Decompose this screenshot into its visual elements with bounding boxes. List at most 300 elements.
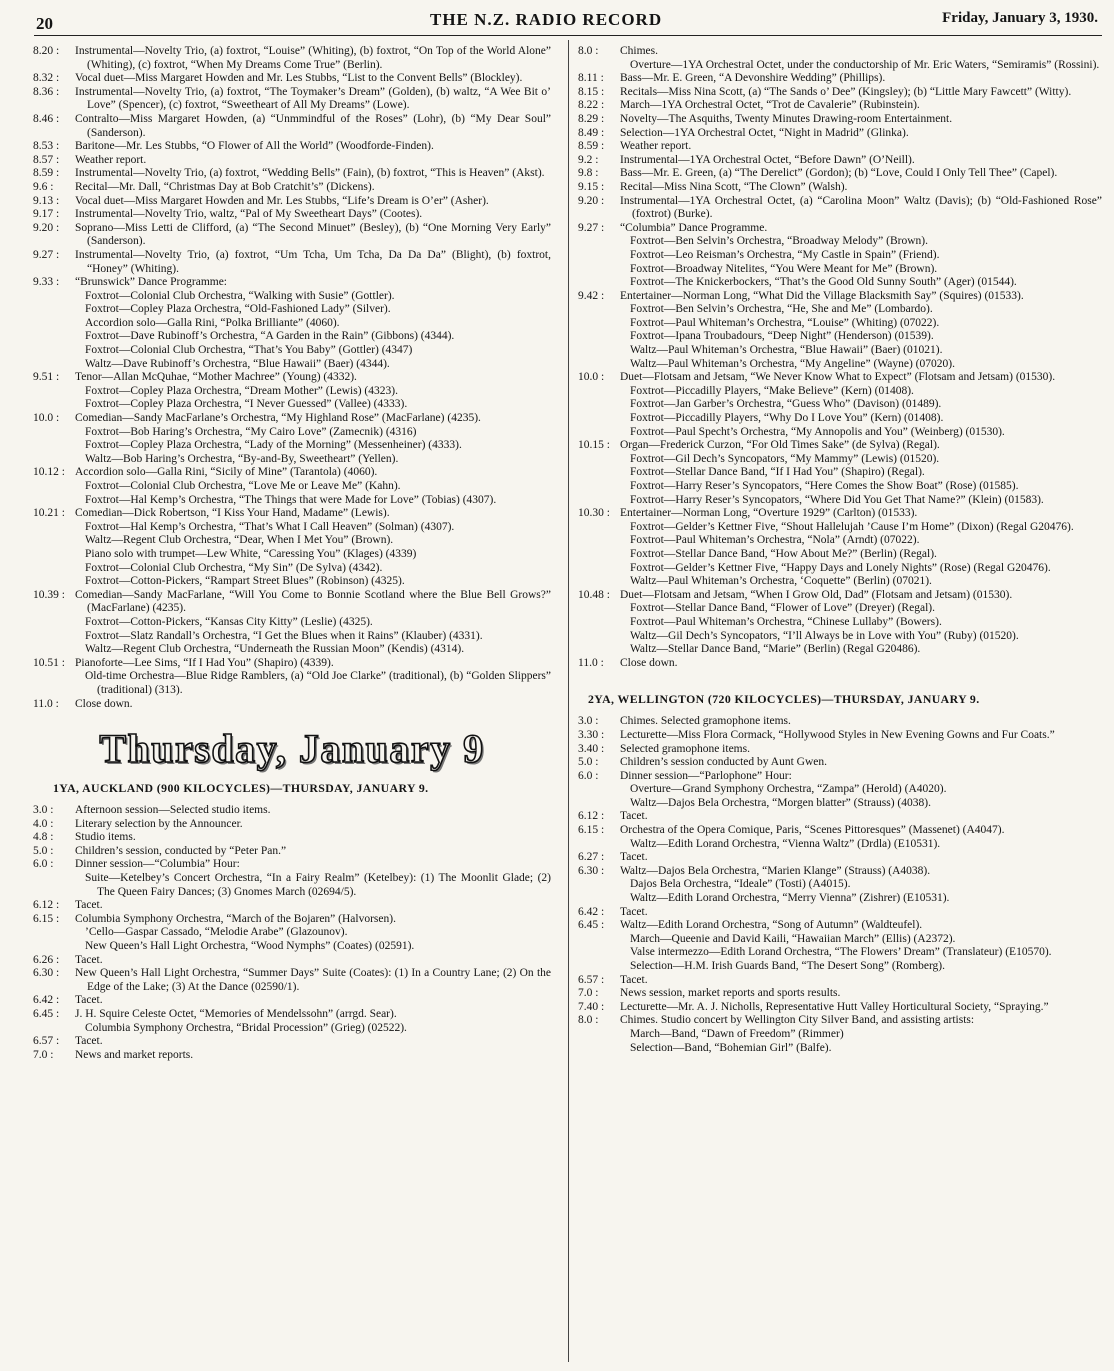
entry-text: Foxtrot—Stellar Dance Band, “How About Me?” (Berlin) (Regal). [630,547,937,560]
entry-text: Waltz—Bob Haring’s Orchestra, “By-and-By, Sweetheart” (Yellen). [85,452,399,465]
program-entry [33,371,551,385]
program-entry [578,154,1102,168]
entry-text: Selected gramophone items. [620,742,750,755]
entry-text: Old-time Orchestra—Blue Ridge Ramblers, (a) “Old Joe Clarke” (traditional), (b) “Golden Slippers” (traditional) (313). [85,670,551,696]
entry-text: Children’s session, conducted by “Peter Pan.” [75,844,287,857]
program-entry [33,1008,551,1022]
program-entry [33,480,551,494]
entry-text: Foxtrot—Copley Plaza Orchestra, “Old-Fashioned Lady” (Silver). [85,303,391,316]
entry-text: Novelty—The Asquiths, Twenty Minutes Drawing-room Entertainment. [620,112,953,125]
entry-text: Foxtrot—Ben Selvin’s Orchestra, “Broadway Melody” (Brown). [630,235,928,248]
issue-date: Friday, January 3, 1930. [942,10,1098,26]
program-entry [578,72,1102,86]
program-entry [578,113,1102,127]
program-entry [33,303,551,317]
entry-text: Waltz—Paul Whiteman’s Orchestra, “My Angeline” (Wayne) (07020). [630,357,955,370]
entry-text: Foxtrot—Piccadilly Players, “Make Believe” (Kern) (01408). [630,384,914,397]
program-entry [33,113,551,140]
entry-text: Instrumental—1YA Orchestral Octet, “Before Dawn” (O’Neill). [620,153,915,166]
entry-time: 10.15 : [578,439,610,452]
entry-text: Foxtrot—Copley Plaza Orchestra, “I Never Guessed” (Vallee) (4333). [85,398,408,411]
entry-time: 6.15 : [33,912,60,925]
entry-text: Chimes. Studio concert by Wellington City Silver Band, and assisting artists: [620,1014,975,1027]
program-entry [578,371,1102,385]
program-entry [33,548,551,562]
entry-text: Entertainer—Norman Long, “What Did the Village Blacksmith Say” (Squires) (01533). [620,289,1024,302]
program-entry [578,729,1102,743]
entry-text: Foxtrot—Paul Whiteman’s Orchestra, “Nola” (Arndt) (07022). [630,534,920,547]
header-rule [34,35,1102,36]
entry-text: Foxtrot—Colonial Club Orchestra, “Love Me or Leave Me” (Kahn). [85,480,401,492]
program-entry [578,398,1102,412]
entry-time: 9.51 : [33,371,60,384]
program-entry [578,851,1102,865]
program-entry [33,426,551,440]
program-entry [578,330,1102,344]
entry-time: 10.48 : [578,588,610,601]
entry-text: Recitals—Miss Nina Scott, (a) “The Sands o’ Dee” (Kingsley); (b) “Little Mary Fawcett” (Witty). [620,85,1072,98]
entry-text: Lecturette—Miss Flora Cormack, “Hollywood Styles in New Evening Gowns and Fur Coats.” [620,728,1055,741]
entry-text: ’Cello—Gaspar Cassado, “Melodie Arabe” (Glazounov). [85,926,348,939]
entry-time: 9.2 : [578,153,599,166]
entry-text: Studio items. [75,831,136,844]
entry-time: 9.20 : [33,221,60,234]
program-entry [578,824,1102,838]
1ya-program-list [33,804,551,1062]
program-entry [578,494,1102,508]
entry-text: Recital—Miss Nina Scott, “The Clown” (Walsh). [620,180,848,193]
program-entry [33,616,551,630]
program-entry [578,743,1102,757]
program-entry [578,1042,1102,1056]
entry-time: 11.0 : [33,697,59,710]
entry-time: 6.0 : [33,858,54,871]
entry-text: Instrumental—1YA Orchestral Octet, (a) “Carolina Moon” Waltz (Davis); (b) “Old-Fashioned Rose” (foxtrot) (Burke). [620,194,1102,221]
entry-time: 7.0 : [33,1048,54,1061]
program-entry [578,602,1102,616]
program-entry [33,804,551,818]
program-entry [33,1035,551,1049]
program-entry [33,507,551,521]
entry-text: Pianoforte—Lee Sims, “If I Had You” (Shapiro) (4339). [75,656,334,669]
entry-time: 3.0 : [33,804,54,817]
program-entry [33,872,551,899]
entry-text: Orchestra of the Opera Comique, Paris, “Scenes Pittoresques” (Massenet) (A4047). [620,824,1005,837]
program-entry [578,86,1102,100]
program-entry [33,344,551,358]
entry-text: Recital—Mr. Dall, “Christmas Day at Bob Cratchit’s” (Dickens). [75,180,375,193]
entry-text: Chimes. Selected gramophone items. [620,715,791,728]
program-entry [33,940,551,954]
entry-text: Duet—Flotsam and Jetsam, “We Never Know What to Expect” (Flotsam and Jetsam) (01530). [620,371,1056,384]
entry-text: Accordion solo—Galla Rini, “Polka Brilliante” (4060). [85,316,340,329]
entry-text: March—Queenie and David Kaili, “Hawaiian March” (Ellis) (A2372). [630,932,956,945]
entry-time: 6.42 : [33,994,60,1007]
program-entry [33,589,551,616]
entry-text: Vocal duet—Miss Margaret Howden and Mr. Les Stubbs, “Life’s Dream is O’er” (Asher). [75,194,489,207]
entry-text: Tacet. [75,899,103,912]
entry-text: Columbia Symphony Orchestra, “March of the Bojaren” (Halvorsen). [75,912,396,925]
entry-time: 4.0 : [33,817,54,830]
entry-time: 8.20 : [33,45,60,57]
program-entry [33,630,551,644]
program-entry [33,86,551,113]
entry-text: Baritone—Mr. Les Stubbs, “O Flower of All the World” (Woodforde-Finden). [75,140,434,153]
entry-text: Accordion solo—Galla Rini, “Sicily of Mine” (Tarantola) (4060). [75,466,378,479]
entry-time: 7.40 : [578,1000,605,1013]
entry-text: Contralto—Miss Margaret Howden, (a) “Unmmindful of the Roses” (Lohr), (b) “My Dear Soul” (Sanderson). [75,112,551,139]
entry-time: 8.11 : [578,72,604,85]
program-entry [33,453,551,467]
program-entry [578,657,1102,671]
entry-text: Foxtrot—Piccadilly Players, “Why Do I Love You” (Kern) (01408). [630,412,944,425]
entry-text: Tacet. [75,953,103,966]
entry-text: Foxtrot—Hal Kemp’s Orchestra, “The Things that were Made for Love” (Tobias) (4307). [85,493,497,506]
program-entry [578,426,1102,440]
entry-text: Tacet. [620,851,648,864]
program-entry [578,235,1102,249]
program-entry [578,643,1102,657]
program-entry [578,562,1102,576]
entry-text: Foxtrot—Jan Garber’s Orchestra, “Guess Who” (Davison) (01489). [630,398,942,411]
program-entry [578,770,1102,784]
entry-text: News and market reports. [75,1048,194,1061]
program-entry [578,987,1102,1001]
entry-text: Bass—Mr. E. Green, (a) “The Derelict” (Gordon); (b) “Love, Could I Only Tell Thee” (Capel). [620,167,1058,180]
program-entry [33,534,551,548]
entry-time: 10.12 : [33,466,65,479]
entry-text: Literary selection by the Announcer. [75,817,243,830]
program-entry [33,494,551,508]
entry-text: Instrumental—Novelty Trio, waltz, “Pal of My Sweetheart Days” (Cootes). [75,208,423,221]
right-column [578,45,1102,1055]
entry-text: Valse intermezzo—Edith Lorand Orchestra, “The Flowers’ Dream” (Translateur) (E10570). [630,946,1052,959]
entry-time: 11.0 : [578,656,604,669]
entry-time: 8.0 : [578,45,599,57]
program-entry [33,330,551,344]
program-entry [578,838,1102,852]
program-entry [578,783,1102,797]
program-entry [33,412,551,426]
entry-time: 5.0 : [578,756,599,769]
entry-text: Overture—Grand Symphony Orchestra, “Zampa” (Herold) (A4020). [630,783,947,796]
entry-text: Waltz—Edith Lorand Orchestra, “Vienna Waltz” (Drdla) (E10531). [630,837,941,850]
program-entry [33,643,551,657]
entry-text: Waltz—Dajos Bela Orchestra, “Marien Klange” (Strauss) (A4038). [620,864,931,877]
entry-time: 9.6 : [33,180,54,193]
entry-text: Foxtrot—Copley Plaza Orchestra, “Dream Mother” (Lewis) (4323). [85,384,398,397]
entry-text: Dinner session—“Columbia” Hour: [75,858,240,871]
entry-text: Foxtrot—Stellar Dance Band, “Flower of Love” (Dreyer) (Regal). [630,602,935,615]
entry-time: 6.12 : [578,810,605,823]
entry-text: Weather report. [620,140,692,153]
program-entry [33,967,551,994]
program-entry [578,946,1102,960]
entry-text: Foxtrot—Bob Haring’s Orchestra, “My Cairo Love” (Zamecnik) (4316) [85,425,417,438]
program-entry [578,358,1102,372]
entry-text: Comedian—Dick Robertson, “I Kiss Your Hand, Madame” (Lewis). [75,507,390,520]
entry-text: Waltz—Edith Lorand Orchestra, “Merry Vienna” (Zishrer) (E10531). [630,892,950,905]
entry-time: 9.27 : [33,248,60,261]
program-entry [578,480,1102,494]
entry-text: Comedian—Sandy MacFarlane’s Orchestra, “My Highland Rose” (MacFarlane) (4235). [75,412,481,425]
program-entry [578,865,1102,879]
program-entry [578,1001,1102,1015]
entry-text: Waltz—Regent Club Orchestra, “Underneath the Russian Moon” (Kendis) (4314). [85,643,465,656]
entry-time: 6.27 : [578,851,605,864]
entry-text: Dinner session—“Parlophone” Hour: [620,769,792,782]
entry-text: Waltz—Edith Lorand Orchestra, “Song of Autumn” (Waldteufel). [620,919,923,932]
program-entry [578,127,1102,141]
entry-text: Tacet. [620,905,648,918]
program-entry [33,385,551,399]
entry-text: Foxtrot—Paul Whiteman’s Orchestra, “Louise” (Whiting) (07022). [630,316,940,329]
entry-text: Children’s session conducted by Aunt Gwen. [620,756,827,769]
entry-text: Foxtrot—Hal Kemp’s Orchestra, “That’s What I Call Heaven” (Solman) (4307). [85,520,455,533]
program-entry [578,317,1102,331]
program-entry [33,249,551,276]
entry-time: 9.8 : [578,167,599,180]
program-entry [33,899,551,913]
entry-text: Selection—Band, “Bohemian Girl” (Balfe). [630,1041,832,1054]
entry-text: Foxtrot—Slatz Randall’s Orchestra, “I Get the Blues when it Rains” (Klauber) (4331). [85,629,483,642]
program-entry [578,276,1102,290]
entry-text: Foxtrot—Ben Selvin’s Orchestra, “He, She and Me” (Lombardo). [630,303,933,316]
entry-time: 10.0 : [33,412,60,425]
program-entry [578,290,1102,304]
program-entry [33,994,551,1008]
entry-text: Close down. [75,697,133,710]
entry-text: Foxtrot—Cotton-Pickers, “Kansas City Kitty” (Leslie) (4325). [85,615,373,628]
entry-text: Foxtrot—Paul Specht’s Orchestra, “My Annopolis and You” (Weinberg) (01530). [630,425,1005,438]
program-entry [578,906,1102,920]
program-entry [33,181,551,195]
program-entry [578,521,1102,535]
day-heading: Thursday, January 9 [99,726,485,772]
page-number: 20 [36,14,53,33]
entry-time: 6.57 : [578,973,605,986]
entry-text: News session, market reports and sports results. [620,987,841,1000]
entry-text: Foxtrot—Harry Reser’s Syncopators, “Where Did You Get That Name?” (Klein) (01583). [630,493,1044,506]
program-entry [578,303,1102,317]
entry-time: 8.15 : [578,85,605,98]
entry-time: 9.27 : [578,221,605,234]
entry-text: Foxtrot—Paul Whiteman’s Orchestra, “Chinese Lullaby” (Bowers). [630,615,942,628]
program-entry [578,892,1102,906]
program-entry [578,466,1102,480]
entry-text: Foxtrot—Leo Reisman’s Orchestra, “My Castle in Spain” (Friend). [630,248,940,261]
program-entry [33,317,551,331]
entry-text: Instrumental—Novelty Trio, (a) foxtrot, “Wedding Bells” (Fain), (b) foxtrot, “This is Heaven” (Akst). [75,167,545,180]
program-entry [578,1014,1102,1028]
program-entry [33,466,551,480]
program-entry [33,167,551,181]
entry-text: Foxtrot—Dave Rubinoff’s Orchestra, “A Garden in the Rain” (Gibbons) (4344). [85,330,455,343]
program-entry [33,45,551,72]
entry-text: Instrumental—Novelty Trio, (a) foxtrot, “Um Tcha, Um Tcha, Da Da Da” (Blight), (b) foxtrot, “Honey” (Whiting). [75,248,551,275]
entry-text: Tacet. [620,810,648,823]
program-entry [33,154,551,168]
left-column [33,45,551,1062]
entry-time: 10.30 : [578,507,610,520]
right-program-list [578,45,1102,670]
station-heading-2ya: 2YA, WELLINGTON (720 KILOCYCLES)—THURSDAY, JANUARY 9. [588,692,980,707]
program-entry [578,507,1102,521]
entry-text: Foxtrot—Harry Reser’s Syncopators, “Here Comes the Show Boat” (Rose) (01585). [630,480,1019,492]
entry-time: 6.30 : [578,864,605,877]
entry-text: Selection—1YA Orchestral Octet, “Night in Madrid” (Glinka). [620,126,909,139]
entry-text: Foxtrot—Colonial Club Orchestra, “Walking with Susie” (Gottler). [85,289,395,302]
program-entry [33,913,551,927]
entry-time: 6.45 : [578,919,605,932]
entry-time: 6.57 : [33,1035,60,1048]
program-entry [578,960,1102,974]
program-entry [578,974,1102,988]
program-entry [578,616,1102,630]
entry-text: Foxtrot—Gelder’s Kettner Five, “Shout Hallelujah ’Cause I’m Home” (Dixon) (Regal G20476). [630,520,1074,533]
entry-time: 10.51 : [33,656,65,669]
entry-text: Foxtrot—Colonial Club Orchestra, “That’s You Baby” (Gottler) (4347) [85,344,413,357]
program-entry [578,1028,1102,1042]
program-entry [33,670,551,697]
program-entry [578,439,1102,453]
entry-time: 8.0 : [578,1014,599,1027]
entry-text: Waltz—Dave Rubinoff’s Orchestra, “Blue Hawaii” (Baer) (4344). [85,357,390,370]
entry-time: 6.45 : [33,1008,60,1020]
program-entry [33,222,551,249]
entry-text: Waltz—Gil Dech’s Syncopators, “I’ll Always be in Love with You” (Ruby) (01520). [630,629,1019,642]
entry-time: 6.15 : [578,824,605,837]
program-entry [578,140,1102,154]
entry-text: Foxtrot—Copley Plaza Orchestra, “Lady of the Morning” (Messenheiner) (4333). [85,439,462,452]
program-entry [578,167,1102,181]
entry-text: “Columbia” Dance Programme. [620,221,768,234]
entry-text: Soprano—Miss Letti de Clifford, (a) “The Second Minuet” (Besley), (b) “One Morning Very Early” (Sanderson). [75,221,551,248]
entry-time: 8.57 : [33,153,60,166]
entry-time: 6.42 : [578,905,605,918]
publication-title: THE N.Z. RADIO RECORD [430,10,663,29]
entry-text: Vocal duet—Miss Margaret Howden and Mr. Les Stubbs, “List to the Convent Bells” (Blockley). [75,72,523,85]
program-entry [33,858,551,872]
entry-time: 7.0 : [578,987,599,1000]
program-entry [33,954,551,968]
entry-time: 8.22 : [578,99,605,112]
entry-text: Overture—1YA Orchestral Octet, under the conductorship of Mr. Eric Waters, “Semiramis” (Rossini). [630,58,1100,71]
entry-text: J. H. Squire Celeste Octet, “Memories of Mendelssohn” (arrgd. Sear). [75,1008,397,1020]
entry-time: 9.20 : [578,194,605,207]
program-entry [33,358,551,372]
entry-time: 8.53 : [33,140,60,153]
entry-time: 8.36 : [33,85,60,98]
column-divider [568,40,569,1362]
entry-text: Waltz—Paul Whiteman’s Orchestra, ‘Coquette” (Berlin) (07021). [630,575,932,588]
program-entry [578,181,1102,195]
entry-text: New Queen’s Hall Light Orchestra, “Wood Nymphs” (Coates) (02591). [85,940,415,953]
entry-time: 8.32 : [33,72,60,85]
left-program-list [33,45,551,711]
entry-text: Foxtrot—Gelder’s Kettner Five, “Happy Days and Lonely Nights” (Rose) (Regal G20476). [630,561,1051,574]
entry-time: 3.30 : [578,728,605,741]
entry-time: 8.59 : [578,140,605,153]
program-entry [33,439,551,453]
program-entry [33,398,551,412]
entry-text: March—Band, “Dawn of Freedom” (Rimmer) [630,1027,844,1040]
station-heading-1ya: 1YA, AUCKLAND (900 KILOCYCLES)—THURSDAY, JANUARY 9. [53,781,429,796]
entry-time: 5.0 : [33,844,54,857]
entry-text: Foxtrot—Cotton-Pickers, “Rampart Street Blues” (Robinson) (4325). [85,575,405,588]
entry-time: 6.0 : [578,769,599,782]
entry-time: 9.17 : [33,208,60,221]
program-entry [578,195,1102,222]
entry-text: Waltz—Paul Whiteman’s Orchestra, “Blue Hawaii” (Baer) (01021). [630,344,943,357]
program-entry [578,385,1102,399]
program-entry [33,140,551,154]
entry-time: 8.59 : [33,167,60,180]
entry-text: Tenor—Allan McQuhae, “Mother Machree” (Young) (4332). [75,371,357,384]
entry-text: Foxtrot—The Knickerbockers, “That’s the Good Old Sunny South” (Ager) (01544). [630,276,1017,289]
entry-time: 3.0 : [578,715,599,728]
program-entry [578,45,1102,59]
entry-time: 8.46 : [33,112,60,125]
program-entry [33,521,551,535]
entry-text: Foxtrot—Stellar Dance Band, “If I Had You” (Shapiro) (Regal). [630,466,925,479]
program-entry [33,818,551,832]
entry-text: Tacet. [620,973,648,986]
entry-text: Foxtrot—Broadway Nitelites, “You Were Meant for Me” (Brown). [630,262,938,275]
entry-text: Entertainer—Norman Long, “Overture 1929” (Carlton) (01533). [620,507,918,520]
program-entry [578,575,1102,589]
entry-text: Organ—Frederick Curzon, “For Old Times Sake” (de Sylva) (Regal). [620,439,940,452]
entry-text: Comedian—Sandy MacFarlane, “Will You Come to Bonnie Scotland where the Blue Bell Grows?” (MacFarlane) (4235). [75,588,551,615]
program-entry [578,222,1102,236]
program-entry [578,59,1102,73]
entry-text: Columbia Symphony Orchestra, “Bridal Procession” (Grieg) (02522). [85,1021,407,1034]
entry-text: Tacet. [75,994,103,1007]
program-entry [578,99,1102,113]
program-entry [33,831,551,845]
entry-time: 10.21 : [33,507,65,520]
program-entry [578,548,1102,562]
program-entry [578,249,1102,263]
program-entry [33,562,551,576]
entry-text: Tacet. [75,1035,103,1048]
entry-time: 3.40 : [578,742,605,755]
entry-text: Close down. [620,656,678,669]
2ya-program-list [578,715,1102,1055]
entry-text: Duet—Flotsam and Jetsam, “When I Grow Old, Dad” (Flotsam and Jetsam) (01530). [620,588,1013,601]
program-entry [33,195,551,209]
entry-time: 9.13 : [33,194,60,207]
program-entry [33,926,551,940]
entry-text: Suite—Ketelbey’s Concert Orchestra, “In a Fairy Realm” (Ketelbey): (1) The Moonlit Glade; (2) The Queen Fairy Dances; (3) Gnomes March (02694/5). [85,872,551,898]
program-entry [578,534,1102,548]
entry-text: Instrumental—Novelty Trio, (a) foxtrot, “The Toymaker’s Dream” (Golden), (b) waltz, “A Wee Bit o’ Love” (Spencer), (c) foxtrot, “Sweetheart of All My Dreams” (Lowe). [75,85,551,112]
entry-time: 8.49 : [578,126,605,139]
entry-text: Weather report. [75,153,147,166]
program-entry [578,919,1102,933]
entry-text: Foxtrot—Ipana Troubadours, “Deep Night” (Henderson) (01539). [630,330,934,343]
entry-text: Chimes. [620,45,659,57]
program-entry [578,715,1102,729]
entry-text: Foxtrot—Colonial Club Orchestra, “My Sin” (De Sylva) (4342). [85,561,383,574]
entry-text: “Brunswick” Dance Programme: [75,276,228,289]
program-entry [578,756,1102,770]
entry-text: Waltz—Regent Club Orchestra, “Dear, When I Met You” (Brown). [85,534,394,547]
entry-text: Foxtrot—Gil Dech’s Syncopators, “My Mammy” (Lewis) (01520). [630,452,940,465]
entry-text: Afternoon session—Selected studio items. [75,804,271,817]
entry-text: Lecturette—Mr. A. J. Nicholls, Representative Hutt Valley Horticultural Society, “Spraying.” [620,1000,1049,1013]
program-entry [578,878,1102,892]
